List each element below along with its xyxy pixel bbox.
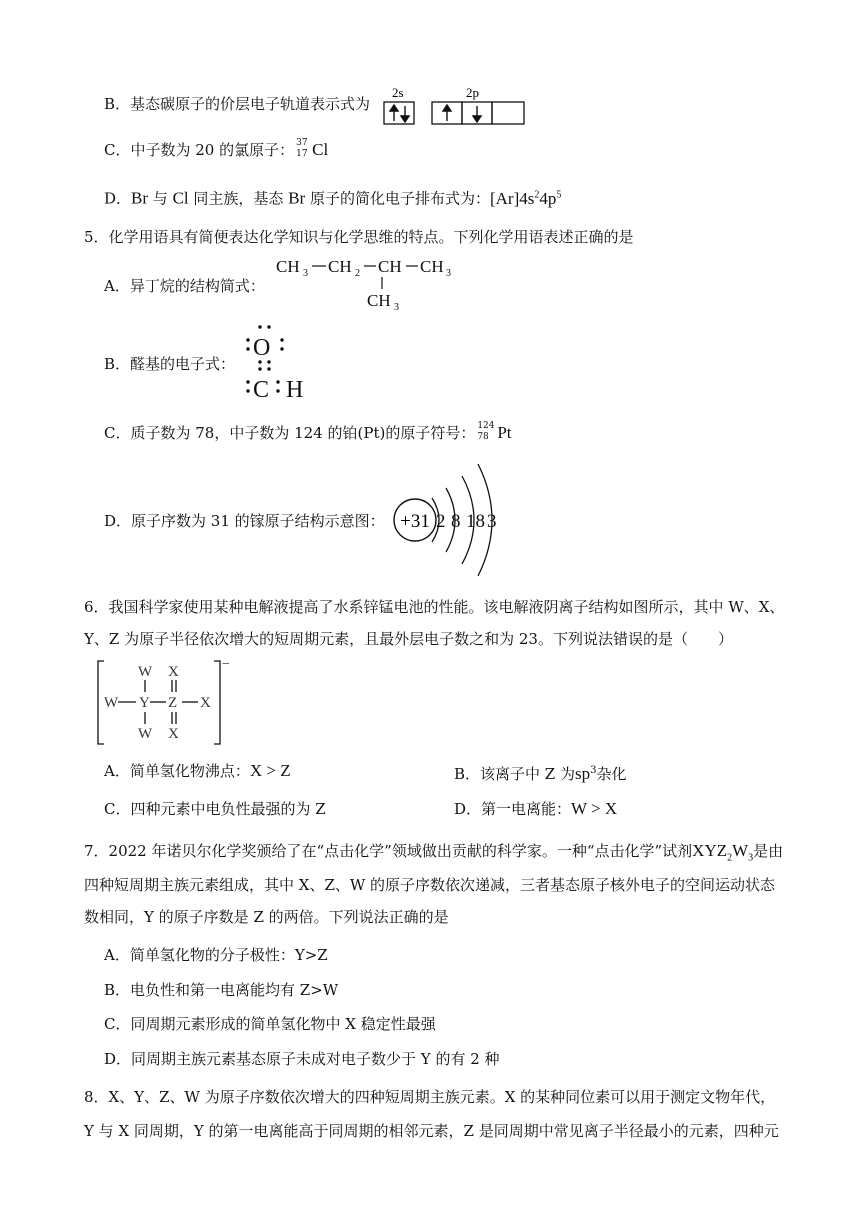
anion-structure <box>96 656 236 748</box>
q6-option-c: C．四种元素中电负性最强的为 Z <box>104 800 326 818</box>
svg-text:W: W <box>104 695 119 711</box>
orbital-box-2p-3 <box>492 102 524 124</box>
aldehyde-electron-formula <box>240 318 320 404</box>
orbital-2s-label: 2s <box>392 85 404 100</box>
q4-option-b-text: B．基态碳原子的价层电子轨道表示式为 <box>104 95 371 113</box>
q7-option-d: D．同周期主族元素基态原子未成对电子数少于 Y 的有 2 种 <box>104 1050 500 1068</box>
shell-3-count: 18 <box>466 511 485 532</box>
orbital-box-2s <box>384 102 414 124</box>
q6-option-a: A．简单氢化物沸点：X > Z <box>104 761 291 780</box>
svg-text:CH: CH <box>328 257 352 276</box>
q5-option-b: B．醛基的电子式： <box>104 355 236 373</box>
q8-stem-line-2: Y 与 X 同周期，Y 的第一电离能高于同周期的相邻元素，Z 是同周期中常见离子半径最小的元素，四种元 <box>84 1122 779 1140</box>
svg-text:3: 3 <box>303 268 308 279</box>
q8-stem-line-1: 8．X、Y、Z、W 为原子序数依次增大的四种短周期主族元素。X 的某种同位素可以用于测定文物年代， <box>84 1088 776 1106</box>
carbon-symbol: C <box>253 377 270 403</box>
isobutane-structure <box>272 250 452 314</box>
svg-text:Y: Y <box>139 695 150 711</box>
svg-text:X: X <box>200 695 211 711</box>
svg-text:CH: CH <box>378 257 402 276</box>
chlorine-isotope-numbers: 37 17 <box>296 138 308 159</box>
orbital-2p-label: 2p <box>466 85 479 100</box>
anion-charge: − <box>222 657 230 672</box>
q7-stem-line-1: 7．2022 年诺贝尔化学奖颁给了在“点击化学”领域做出贡献的科学家。一种“点击化学”试剂$XYZ_2W_3$是由 <box>84 841 784 864</box>
svg-text:CH: CH <box>367 291 391 310</box>
shell-1-count: 2 <box>436 511 446 532</box>
platinum-symbol: Pt <box>497 423 512 442</box>
svg-text:X: X <box>168 726 179 742</box>
q7-stem-line-3: 数相同，Y 的原子序数是 Z 的两倍。下列说法正确的是 <box>84 908 449 926</box>
q5-option-a: A．异丁烷的结构简式： <box>104 277 265 295</box>
svg-text:Z: Z <box>168 695 178 711</box>
gallium-atom-diagram <box>390 458 510 580</box>
nucleus-charge: +31 <box>400 511 430 532</box>
shell-2-count: 8 <box>451 511 461 532</box>
svg-text:W: W <box>138 664 153 680</box>
q5-stem: 5．化学用语具有简便表达化学知识与化学思维的特点。下列化学用语表述正确的是 <box>84 228 634 246</box>
q4-option-c-text: C．中子数为 20 的氯原子： <box>104 141 295 159</box>
electron-arrows <box>390 105 481 122</box>
q6-option-b: B．该离子中 Z 为$sp^3$杂化 <box>454 764 627 783</box>
q5-option-d: D．原子序数为 31 的镓原子结构示意图： <box>104 512 385 530</box>
shell-4-count: 3 <box>487 511 497 532</box>
click-reagent-formula: $XYZ_2W_3$ <box>692 841 754 864</box>
q4-option-b <box>104 93 370 115</box>
chlorine-symbol: Cl <box>312 140 329 159</box>
platinum-isotope-numbers: 124 78 <box>477 421 495 442</box>
svg-text:3: 3 <box>394 302 399 313</box>
br-electron-config: $[Ar]4s^24p^5$ <box>489 188 562 208</box>
svg-text:2: 2 <box>355 268 360 279</box>
svg-text:X: X <box>168 664 179 680</box>
q6-stem-line-2: Y、Z 为原子半径依次增大的短周期元素，且最外层电子数之和为 23。下列说法错误的是（ ） <box>84 630 733 648</box>
q7-stem-line-2: 四种短周期主族元素组成，其中 X、Z、W 的原子序数依次递减，三者基态原子核外电子的空间运动状态 <box>84 876 776 894</box>
q7-option-a: A．简单氢化物的分子极性：Y>Z <box>104 946 328 964</box>
q4-option-d: D．Br 与 Cl 同主族，基态 Br 原子的简化电子排布式为：$[Ar]4s^24p^5$ <box>104 188 562 208</box>
q6-stem-line-1: 6．我国科学家使用某种电解液提高了水系锌锰电池的性能。该电解液阴离子结构如图所示，其中 W、X、 <box>84 598 785 616</box>
hydrogen-symbol: H <box>286 377 304 403</box>
svg-text:CH: CH <box>420 257 444 276</box>
q7-option-c: C．同周期元素形成的简单氢化物中 X 稳定性最强 <box>104 1015 436 1033</box>
q6-option-d: D．第一电离能：W > X <box>454 799 618 818</box>
svg-text:3: 3 <box>446 268 451 279</box>
svg-text:CH: CH <box>276 257 300 276</box>
q5-option-c: C．质子数为 78，中子数为 124 的铂(Pt)的原子符号： 124 78 Pt <box>104 422 512 445</box>
svg-text:W: W <box>138 726 153 742</box>
oxygen-symbol: O <box>253 335 271 361</box>
orbital-diagram <box>380 84 530 128</box>
q4-option-c <box>104 139 328 162</box>
q7-option-b: B．电负性和第一电离能均有 Z>W <box>104 981 339 999</box>
